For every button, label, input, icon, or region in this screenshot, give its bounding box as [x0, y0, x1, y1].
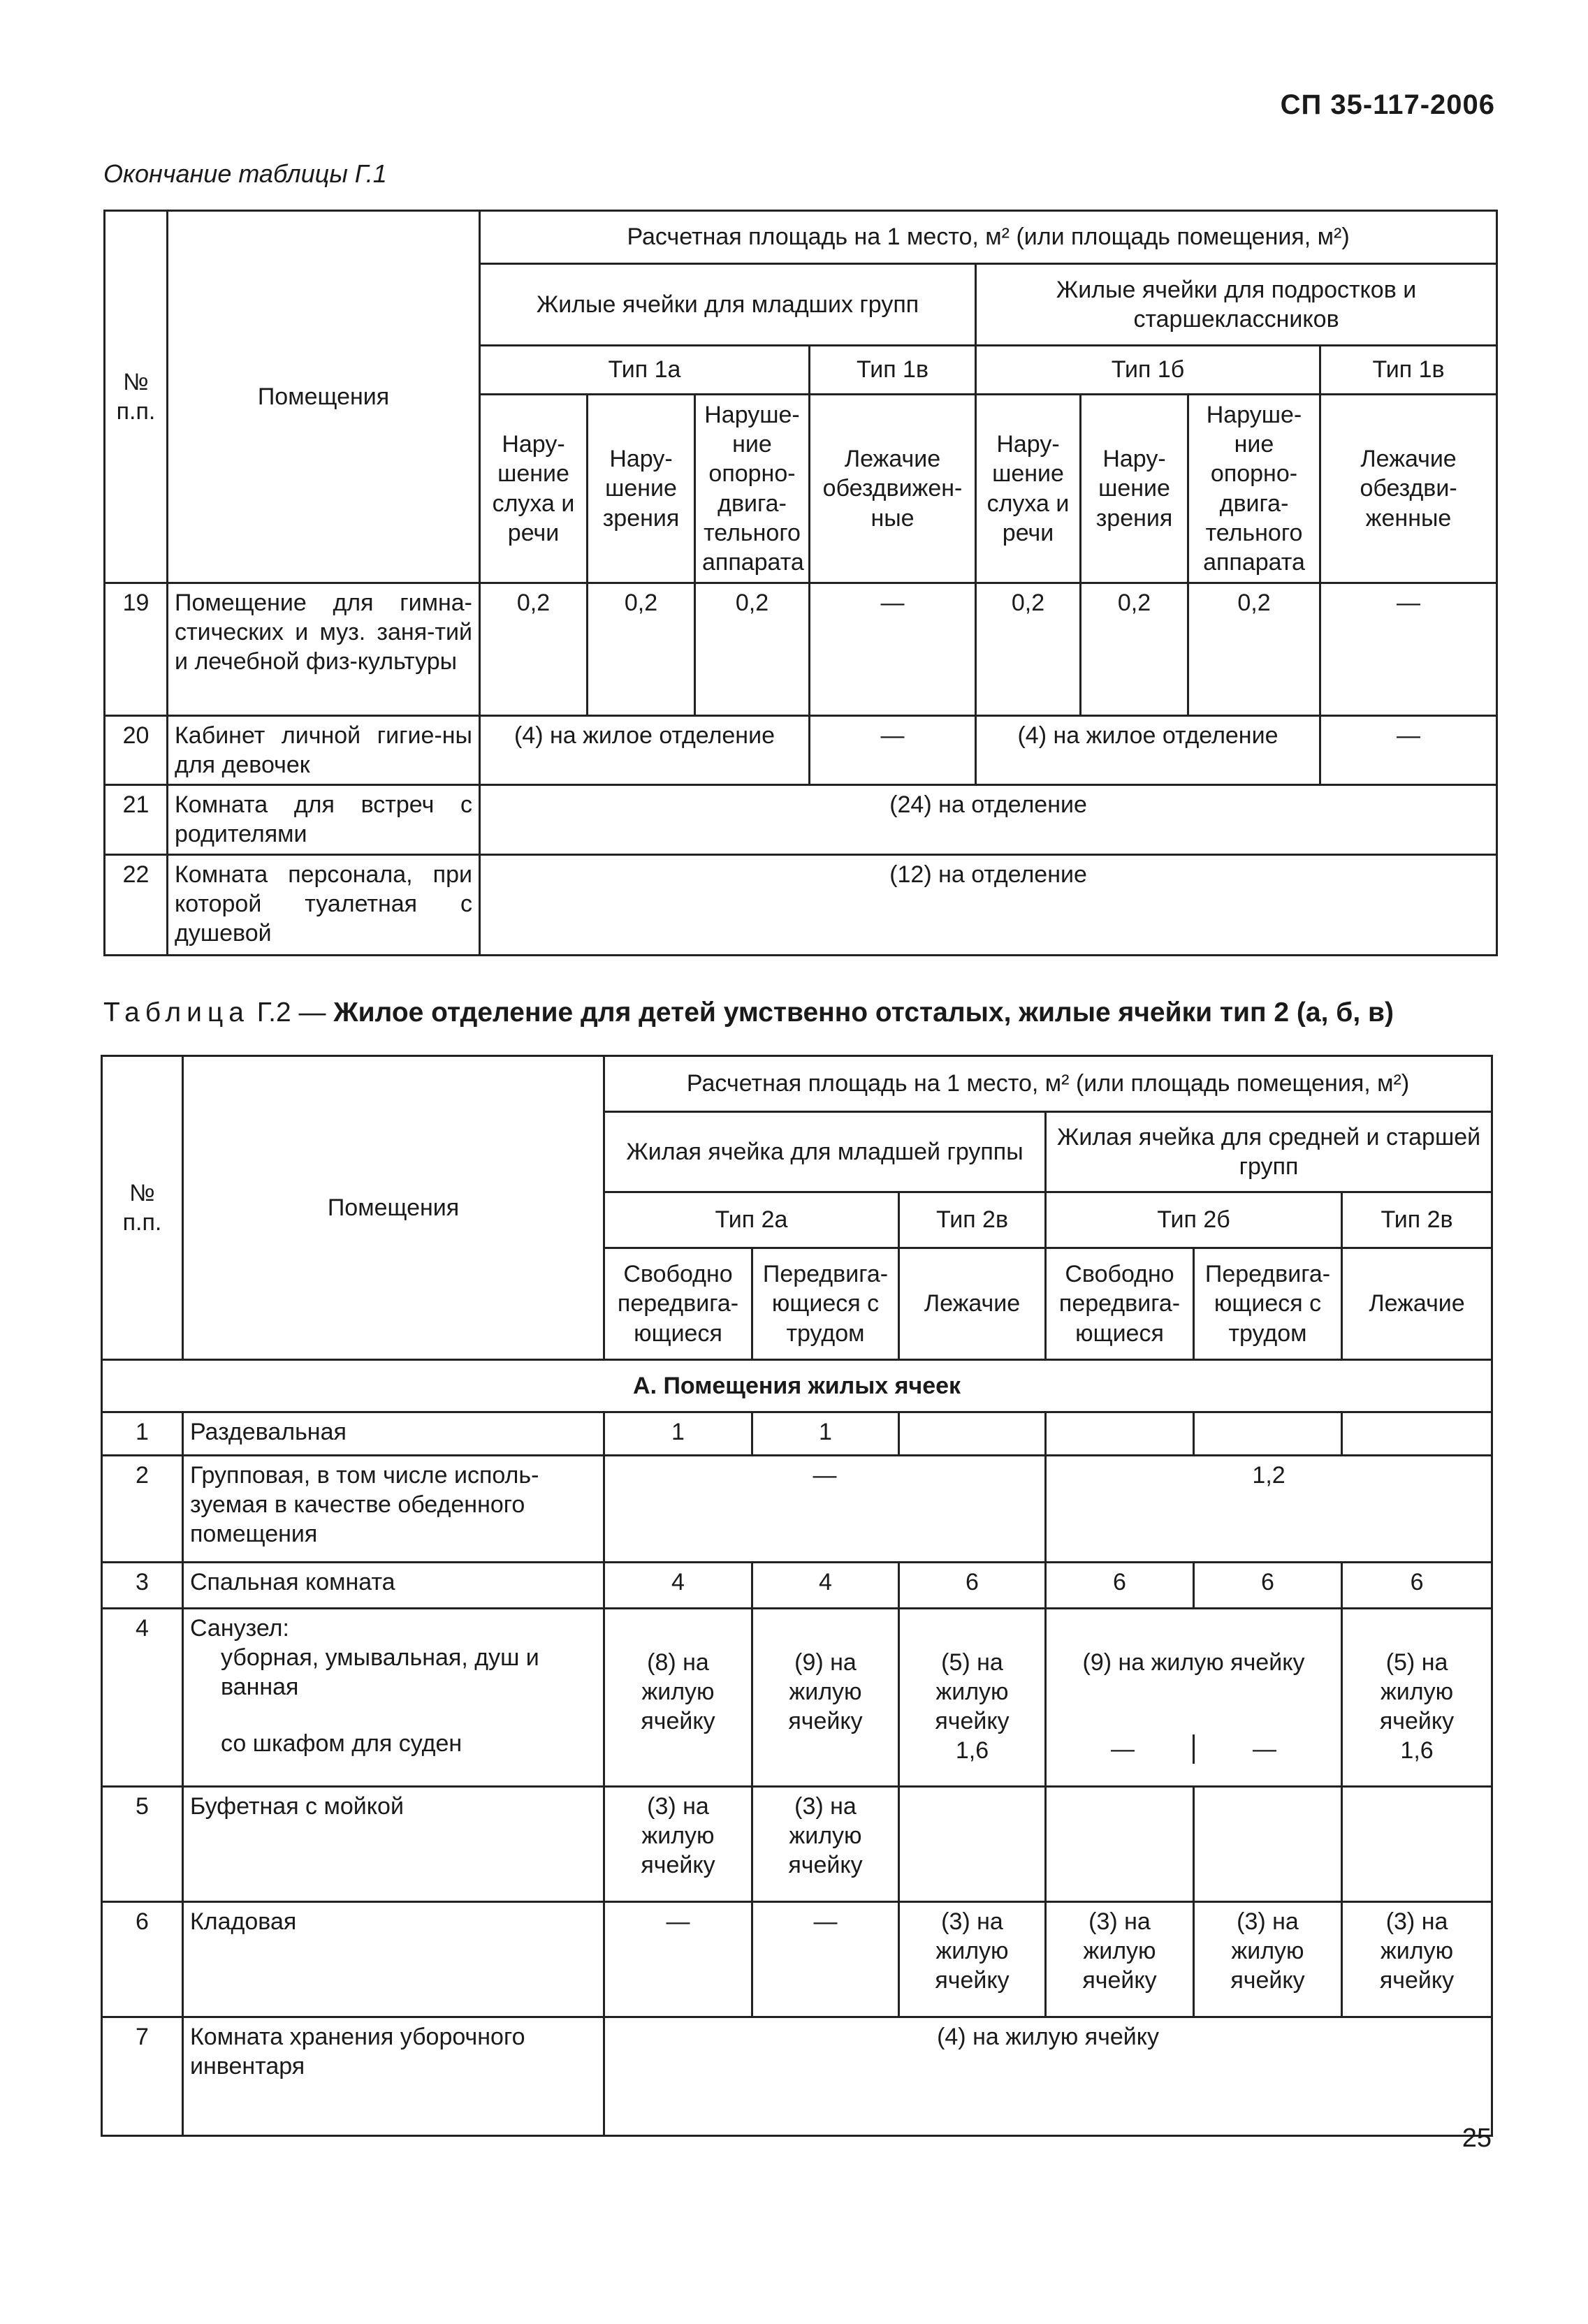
row-num: 6: [102, 1902, 183, 2017]
row-name: Кабинет личной гигие-ны для девочек: [168, 716, 480, 785]
table-g2: [101, 1055, 1493, 2137]
row-name-main: Санузел:: [190, 1615, 289, 1642]
header-type: Тип 2б: [1046, 1192, 1342, 1248]
cell-value: (12) на отделение: [480, 854, 1497, 955]
row-name: Групповая, в том числе исполь-зуемая в качестве обеденного помещения: [183, 1456, 604, 1563]
row-num: 7: [102, 2017, 183, 2136]
table-row: [105, 583, 1497, 716]
header-type: Тип 1в: [1320, 346, 1497, 395]
cell-value: —: [752, 1902, 899, 2017]
cell-value: —: [604, 1456, 1046, 1563]
row-num: 5: [102, 1787, 183, 1902]
subheader: Свободно передвига-ющиеся: [1046, 1248, 1194, 1360]
subheader: Лежачие обездви-женные: [1320, 395, 1497, 583]
cell-empty: [1046, 1412, 1194, 1456]
row-name: Комната для встреч с родителями: [168, 785, 480, 854]
row-num: 20: [105, 716, 168, 785]
cell-value: (4) на жилую ячейку: [604, 2017, 1492, 2136]
cell-value: 4: [604, 1563, 752, 1609]
header-rooms: Помещения: [168, 211, 480, 583]
table-row: [102, 1563, 1492, 1609]
subheader: Нару-шение слуха и речи: [480, 395, 588, 583]
cell-value: (5) на жилую ячейку 1,6: [899, 1609, 1046, 1787]
row-name: Помещение для гимна-стических и муз. заня-тий и лечебной физ-культуры: [168, 583, 480, 716]
cell-empty: [899, 1412, 1046, 1456]
table-row: [102, 1412, 1492, 1456]
table1-continuation-title: Окончание таблицы Г.1: [103, 159, 387, 188]
subheader: Нару-шение слуха и речи: [976, 395, 1081, 583]
subheader: Передвига-ющиеся с трудом: [1194, 1248, 1342, 1360]
cell-empty: [1046, 1787, 1194, 1902]
header-rooms: Помещения: [183, 1056, 604, 1360]
row-num: 21: [105, 785, 168, 854]
row-name: Комната хранения уборочного инвентаря: [183, 2017, 604, 2136]
header-type: Тип 1в: [810, 346, 976, 395]
row-num: 22: [105, 854, 168, 955]
row-num: 4: [102, 1609, 183, 1787]
cell-value: 0,2: [588, 583, 695, 716]
row-subname: со шкафом для суден: [221, 1730, 462, 1757]
subheader: Нару-шение зрения: [588, 395, 695, 583]
cell-value: 1: [604, 1412, 752, 1456]
row-num: 1: [102, 1412, 183, 1456]
subheader: Лежачие обездвижен-ные: [810, 395, 976, 583]
cell-empty: [1194, 1787, 1342, 1902]
section-heading: А. Помещения жилых ячеек: [102, 1360, 1492, 1412]
header-type: Тип 1б: [976, 346, 1320, 395]
cell-value: (9) на жилую ячейку: [752, 1609, 899, 1787]
cell-value: (4) на жилое отделение: [976, 716, 1320, 785]
row-subname: уборная, умывальная, душ и ванная: [221, 1644, 539, 1701]
header-group-young: Жилые ячейки для младших групп: [480, 264, 976, 346]
subheader: Нару-шение зрения: [1081, 395, 1188, 583]
table-row: [102, 1456, 1492, 1563]
table2-title: Таблица Г.2 — Жилое отделение для детей умственно отсталых, жилые ячейки тип 2 (а, б, в): [103, 997, 1394, 1028]
cell-value: 6: [1046, 1563, 1194, 1609]
cell-value: (5) на жилую ячейку 1,6: [1342, 1609, 1492, 1787]
table-row: [105, 854, 1497, 955]
row-name: Комната персонала, при которой туалетная с душевой: [168, 854, 480, 955]
table-g1: [103, 210, 1498, 956]
cell-value: (24) на отделение: [480, 785, 1497, 854]
cell-value: (4) на жилое отделение: [480, 716, 810, 785]
row-name: Спальная комната: [183, 1563, 604, 1609]
cell-value: 4: [752, 1563, 899, 1609]
header-group-teen: Жилые ячейки для подростков и старшеклассников: [976, 264, 1497, 346]
subheader: Передвига-ющиеся с трудом: [752, 1248, 899, 1360]
table-row: [105, 785, 1497, 854]
cell-value: (3) на жилую ячейку: [899, 1902, 1046, 2017]
cell-value: —: [810, 583, 976, 716]
row-num: 2: [102, 1456, 183, 1563]
header-group-young: Жилая ячейка для младшей группы: [604, 1112, 1046, 1192]
cell-value: (3) на жилую ячейку: [604, 1787, 752, 1902]
cell-value: 0,2: [1188, 583, 1320, 716]
cell-value: (3) на жилую ячейку: [1046, 1902, 1194, 2017]
table-row: [102, 1787, 1492, 1902]
cell-empty: [1194, 1412, 1342, 1456]
row-name: Кладовая: [183, 1902, 604, 2017]
row-name: [183, 1609, 604, 1787]
cell-value: 1,2: [1046, 1456, 1492, 1563]
header-type: Тип 1а: [480, 346, 810, 395]
subheader: Лежачие: [899, 1248, 1046, 1360]
table-row: [105, 716, 1497, 785]
subheader: Наруше-ние опорно-двига-тельного аппарата: [695, 395, 810, 583]
cell-value: 0,2: [695, 583, 810, 716]
row-name: Буфетная с мойкой: [183, 1787, 604, 1902]
cell-value: —: [810, 716, 976, 785]
cell-empty: [1342, 1412, 1492, 1456]
cell-value: (3) на жилую ячейку: [752, 1787, 899, 1902]
subheader: Наруше-ние опорно-двига-тельного аппарата: [1188, 395, 1320, 583]
document-code: СП 35-117-2006: [1280, 89, 1495, 120]
header-area: Расчетная площадь на 1 место, м² (или площадь помещения, м²): [604, 1056, 1492, 1112]
row-num: 3: [102, 1563, 183, 1609]
header-num: № п.п.: [105, 211, 168, 583]
subheader: Лежачие: [1342, 1248, 1492, 1360]
cell-value: —: [604, 1902, 752, 2017]
cell-empty: [899, 1787, 1046, 1902]
cell-value: 0,2: [1081, 583, 1188, 716]
cell-value: (3) на жилую ячейку: [1342, 1902, 1492, 2017]
table-row: [102, 1902, 1492, 2017]
cell-value: (8) на жилую ячейку: [604, 1609, 752, 1787]
header-type: Тип 2а: [604, 1192, 899, 1248]
cell-value: —: [1320, 583, 1497, 716]
header-group-mid: Жилая ячейка для средней и старшей групп: [1046, 1112, 1492, 1192]
header-num: № п.п.: [102, 1056, 183, 1360]
cell-value: 6: [899, 1563, 1046, 1609]
cell-value: 0,2: [976, 583, 1081, 716]
cell-value: 6: [1342, 1563, 1492, 1609]
page-number: 25: [1462, 2124, 1492, 2153]
subheader: Свободно передвига-ющиеся: [604, 1248, 752, 1360]
table-row: [102, 1609, 1492, 1787]
header-type: Тип 2в: [1342, 1192, 1492, 1248]
row-name: Раздевальная: [183, 1412, 604, 1456]
row-num: 19: [105, 583, 168, 716]
cell-value: (9) на жилую ячейку — —: [1046, 1609, 1342, 1787]
cell-value: 0,2: [480, 583, 588, 716]
table-row: [102, 2017, 1492, 2136]
cell-value: 1: [752, 1412, 899, 1456]
header-area: Расчетная площадь на 1 место, м² (или площадь помещения, м²): [480, 211, 1497, 264]
cell-value: 6: [1194, 1563, 1342, 1609]
cell-value: (3) на жилую ячейку: [1194, 1902, 1342, 2017]
cell-empty: [1342, 1787, 1492, 1902]
header-type: Тип 2в: [899, 1192, 1046, 1248]
cell-value: —: [1320, 716, 1497, 785]
